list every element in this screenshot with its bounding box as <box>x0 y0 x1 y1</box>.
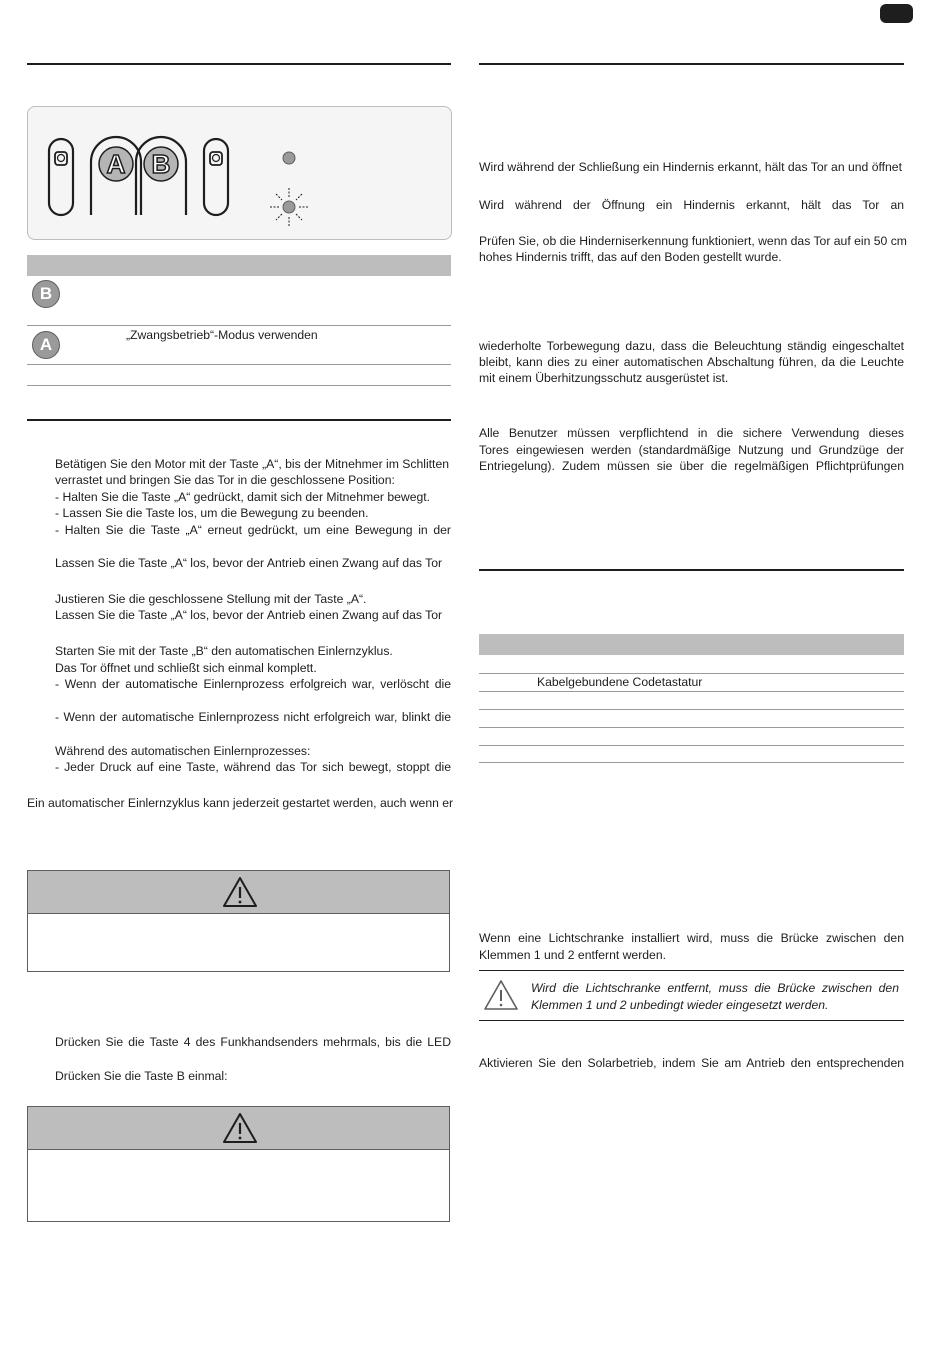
obstacle-closing-text: Wird während der Schließung ein Hindernis erkannt, hält das Tor an und öffnet <box>479 160 902 174</box>
photocell-text: Wenn eine Lichtschranke installiert wird, muss die Brücke zwischen den <box>479 931 904 945</box>
section-rule-top-left <box>27 63 451 65</box>
step1-release-text: Lassen Sie die Taste „A“ los, bevor der Antrieb einen Zwang auf das Tor <box>55 556 443 570</box>
control-panel-drawing <box>28 107 451 239</box>
photocell-text: Klemmen 1 und 2 entfernt werden. <box>479 948 666 962</box>
step2-text: Justieren Sie die geschlossene Stellung mit der Taste „A“. <box>55 592 367 606</box>
step1-bullet: - Halten Sie die Taste „A“ erneut gedrückt, um eine Bewegung in der <box>55 523 451 537</box>
light-text: mit einem Überhitzungsschutz ausgerüstet ist. <box>479 371 729 385</box>
table-divider <box>479 709 904 710</box>
warning-triangle-icon <box>221 1111 259 1145</box>
warning-rule <box>479 1020 904 1021</box>
section-rule-top-right <box>479 63 904 65</box>
remote-step-text: Drücken Sie die Taste B einmal: <box>55 1069 228 1083</box>
button-a-label: A <box>106 149 126 179</box>
step3-bullet: - Wenn der automatische Einlernprozess nicht erfolgreich war, blinkt die <box>55 710 451 724</box>
step1-bullet: - Lassen Sie die Taste los, um die Bewegung zu beenden. <box>55 506 369 520</box>
section-rule <box>27 419 451 421</box>
table-divider <box>479 762 904 763</box>
step2-text: Lassen Sie die Taste „A“ los, bevor der Antrieb einen Zwang auf das Tor <box>55 608 443 622</box>
step3-text: Das Tor öffnet und schließt sich einmal komplett. <box>55 661 317 675</box>
warning-header <box>28 871 449 914</box>
step1-text: Betätigen Sie den Motor mit der Taste „A“, bis der Mitnehmer im Schlitten <box>55 457 450 471</box>
light-text: wiederholte Torbewegung dazu, dass die Beleuchtung ständig eingeschaltet <box>479 339 904 353</box>
table-divider <box>27 364 451 365</box>
solar-text: Aktivieren Sie den Solarbetrieb, indem Sie am Antrieb den entsprechenden <box>479 1056 904 1070</box>
table-divider <box>479 745 904 746</box>
control-panel-diagram <box>27 106 452 240</box>
check-text: hohes Hindernis trifft, das auf den Boden gestellt wurde. <box>479 250 782 264</box>
table-cell-keypad: Kabelgebundene Codetastatur <box>537 675 703 689</box>
users-text: Alle Benutzer müssen verpflichtend in die sichere Verwendung dieses <box>479 426 904 440</box>
photocell-warning: Wird die Lichtschranke entfernt, muss die Brücke zwischen den <box>531 981 899 995</box>
warning-header <box>28 1107 449 1150</box>
warning-triangle-icon <box>483 979 519 1011</box>
section-rule <box>479 569 904 571</box>
step1-text: verrastet und bringen Sie das Tor in die geschlossene Position: <box>55 473 395 487</box>
during-bullet: - Jeder Druck auf eine Taste, während das Tor sich bewegt, stoppt die <box>55 760 451 774</box>
button-a-icon: A <box>32 331 60 359</box>
buttons-table-header <box>27 255 451 276</box>
learning-note: Ein automatischer Einlernzyklus kann jederzeit gestartet werden, auch wenn er <box>27 796 454 810</box>
users-text: Tores eingewiesen werden (standardmäßige Nutzung und Grundzüge der <box>479 443 904 457</box>
row-a-description: „Zwangsbetrieb“-Modus verwenden <box>126 328 318 342</box>
warning-triangle-icon <box>221 875 259 909</box>
step1-bullet: - Halten Sie die Taste „A“ gedrückt, damit sich der Mitnehmer bewegt. <box>55 490 431 504</box>
page-number-badge <box>880 4 913 23</box>
step3-text: Starten Sie mit der Taste „B“ den automatischen Einlernzyklus. <box>55 644 393 658</box>
users-text: Entriegelung). Zudem müssen sie über die regelmäßigen Pflichtprüfungen <box>479 459 904 473</box>
check-text: Prüfen Sie, ob die Hinderniserkennung funktioniert, wenn das Tor auf ein 50 cm <box>479 234 907 248</box>
table-divider <box>479 727 904 728</box>
remote-step-text: Drücken Sie die Taste 4 des Funkhandsenders mehrmals, bis die LED <box>55 1035 451 1049</box>
step3-bullet: - Wenn der automatische Einlernprozess erfolgreich war, verlöscht die <box>55 677 451 691</box>
during-text: Während des automatischen Einlernprozesses: <box>55 744 311 758</box>
table-divider <box>27 385 451 386</box>
warning-box <box>27 870 450 972</box>
light-text: bleibt, kann dies zu einer automatischen Abschaltung führen, da die Leuchte <box>479 355 904 369</box>
accessories-table-header <box>479 634 904 655</box>
obstacle-opening-text: Wird während der Öffnung ein Hindernis erkannt, hält das Tor an <box>479 198 904 212</box>
warning-rule <box>479 970 904 971</box>
button-b-icon: B <box>32 280 60 308</box>
photocell-warning: Klemmen 1 und 2 unbedingt wieder eingesetzt werden. <box>531 998 829 1012</box>
button-b-label: B <box>151 149 171 179</box>
warning-box <box>27 1106 450 1222</box>
table-divider <box>27 325 451 326</box>
table-divider <box>479 691 904 692</box>
